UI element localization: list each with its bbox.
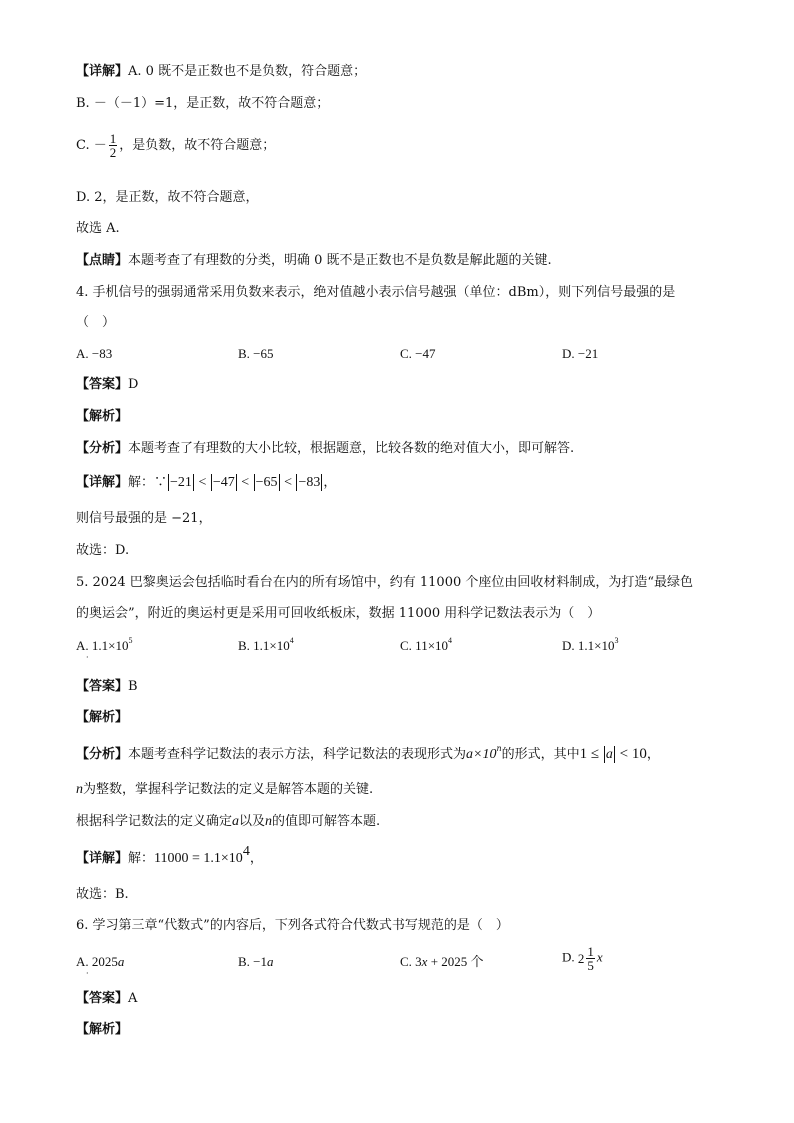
q3-detail-c: C. － $\frac{1}{2}$ ，是负数，故不符合题意；	[76, 131, 276, 160]
q4-analyze: 【分析】本题考查了有理数的大小比较，根据题意，比较各数的绝对值大小，即可解答.	[76, 441, 575, 456]
q4-analysis-tag: 【解析】	[76, 409, 129, 424]
fraction: $\frac{1}{5}$	[587, 944, 594, 973]
abs-comparison: −21 < −47 < −65 < −83	[170, 475, 321, 490]
q6-analysis-tag: 【解析】	[76, 1022, 129, 1037]
q4-stem: 4. 手机信号的强弱通常采用负数来表示，绝对值越小表示信号越强（单位：dBm），则下列信号最强的是	[76, 285, 676, 300]
q4-choose: 故选：D.	[76, 543, 130, 558]
option-dot-marker: ·	[86, 969, 89, 978]
q6-option-c: C. 3x + 2025 个	[400, 954, 484, 969]
q4-option-b: B. −65	[238, 346, 274, 361]
q6-answer: 【答案】A	[76, 991, 138, 1006]
q4-option-c: C. −47	[400, 346, 436, 361]
q6-option-d: D. 2 $\frac{1}{5}$ x	[562, 944, 603, 973]
q3-choose: 故选 A.	[76, 221, 120, 236]
q4-option-a: A. −83	[76, 346, 113, 361]
option-dot-marker: ·	[86, 653, 89, 662]
q4-detail: 【详解】解：∵ −21 < −47 < −65 < −83 ，	[76, 475, 337, 490]
fraction: $\frac{1}{2}$	[109, 131, 117, 160]
q5-option-c: C. $11\times 10^4$	[400, 635, 453, 653]
q4-option-d: D. −21	[562, 346, 599, 361]
q5-analysis-tag: 【解析】	[76, 710, 129, 725]
q5-answer: 【答案】B	[76, 679, 138, 694]
q5-stem-line2: 的奥运会”，附近的奥运村更是采用可回收纸板床，数据 11000 用科学记数法表示为（ ）	[76, 606, 601, 621]
q5-option-a: A. $1.1\times 10^5$	[76, 635, 133, 653]
q4-result: 则信号最强的是 −21，	[76, 511, 212, 526]
q5-choose: 故选：B.	[76, 887, 129, 902]
q3-detail-b: B. －（－1）=1，是正数，故不符合题意；	[76, 96, 330, 111]
comment-tag: 【点睛】	[76, 253, 129, 268]
q4-paren: （ ）	[76, 315, 116, 330]
q3-detail-a: 【详解】A. 0 既不是正数也不是负数，符合题意；	[76, 64, 367, 79]
q5-analyze-line3: 根据科学记数法的定义确定a以及n的值即可解答本题.	[76, 814, 381, 829]
q6-option-a: A. 2025a	[76, 954, 125, 969]
q4-answer: 【答案】D	[76, 377, 139, 392]
q5-analyze-line2: n为整数，掌握科学记数法的定义是解答本题的关键.	[76, 782, 374, 797]
q3-comment: 【点睛】本题考查了有理数的分类，明确 0 既不是正数也不是负数是解此题的关键.	[76, 253, 552, 268]
q6-stem: 6. 学习第三章“代数式”的内容后，下列各式符合代数式书写规范的是（ ）	[76, 918, 509, 933]
detail-tag: 【详解】	[76, 64, 129, 79]
q5-option-d: D. $1.1\times 10^3$	[562, 635, 619, 653]
q5-detail: 【详解】解：$11000 = 1.1\times 10^4$，	[76, 843, 263, 866]
q6-option-b: B. −1a	[238, 954, 274, 969]
q5-analyze: 【分析】本题考查科学记数法的表示方法，科学记数法的表现形式为$a\times 10^n$的形式，其中1 ≤ a < 10，	[76, 743, 660, 762]
q5-option-b: B. $1.1\times 10^4$	[238, 635, 294, 653]
q5-stem-line1: 5. 2024 巴黎奥运会包括临时看台在内的所有场馆中，约有 11000 个座位由回收材料制成，为打造“最绿色	[76, 575, 694, 590]
q3-detail-d: D. 2，是正数，故不符合题意，	[76, 190, 259, 205]
